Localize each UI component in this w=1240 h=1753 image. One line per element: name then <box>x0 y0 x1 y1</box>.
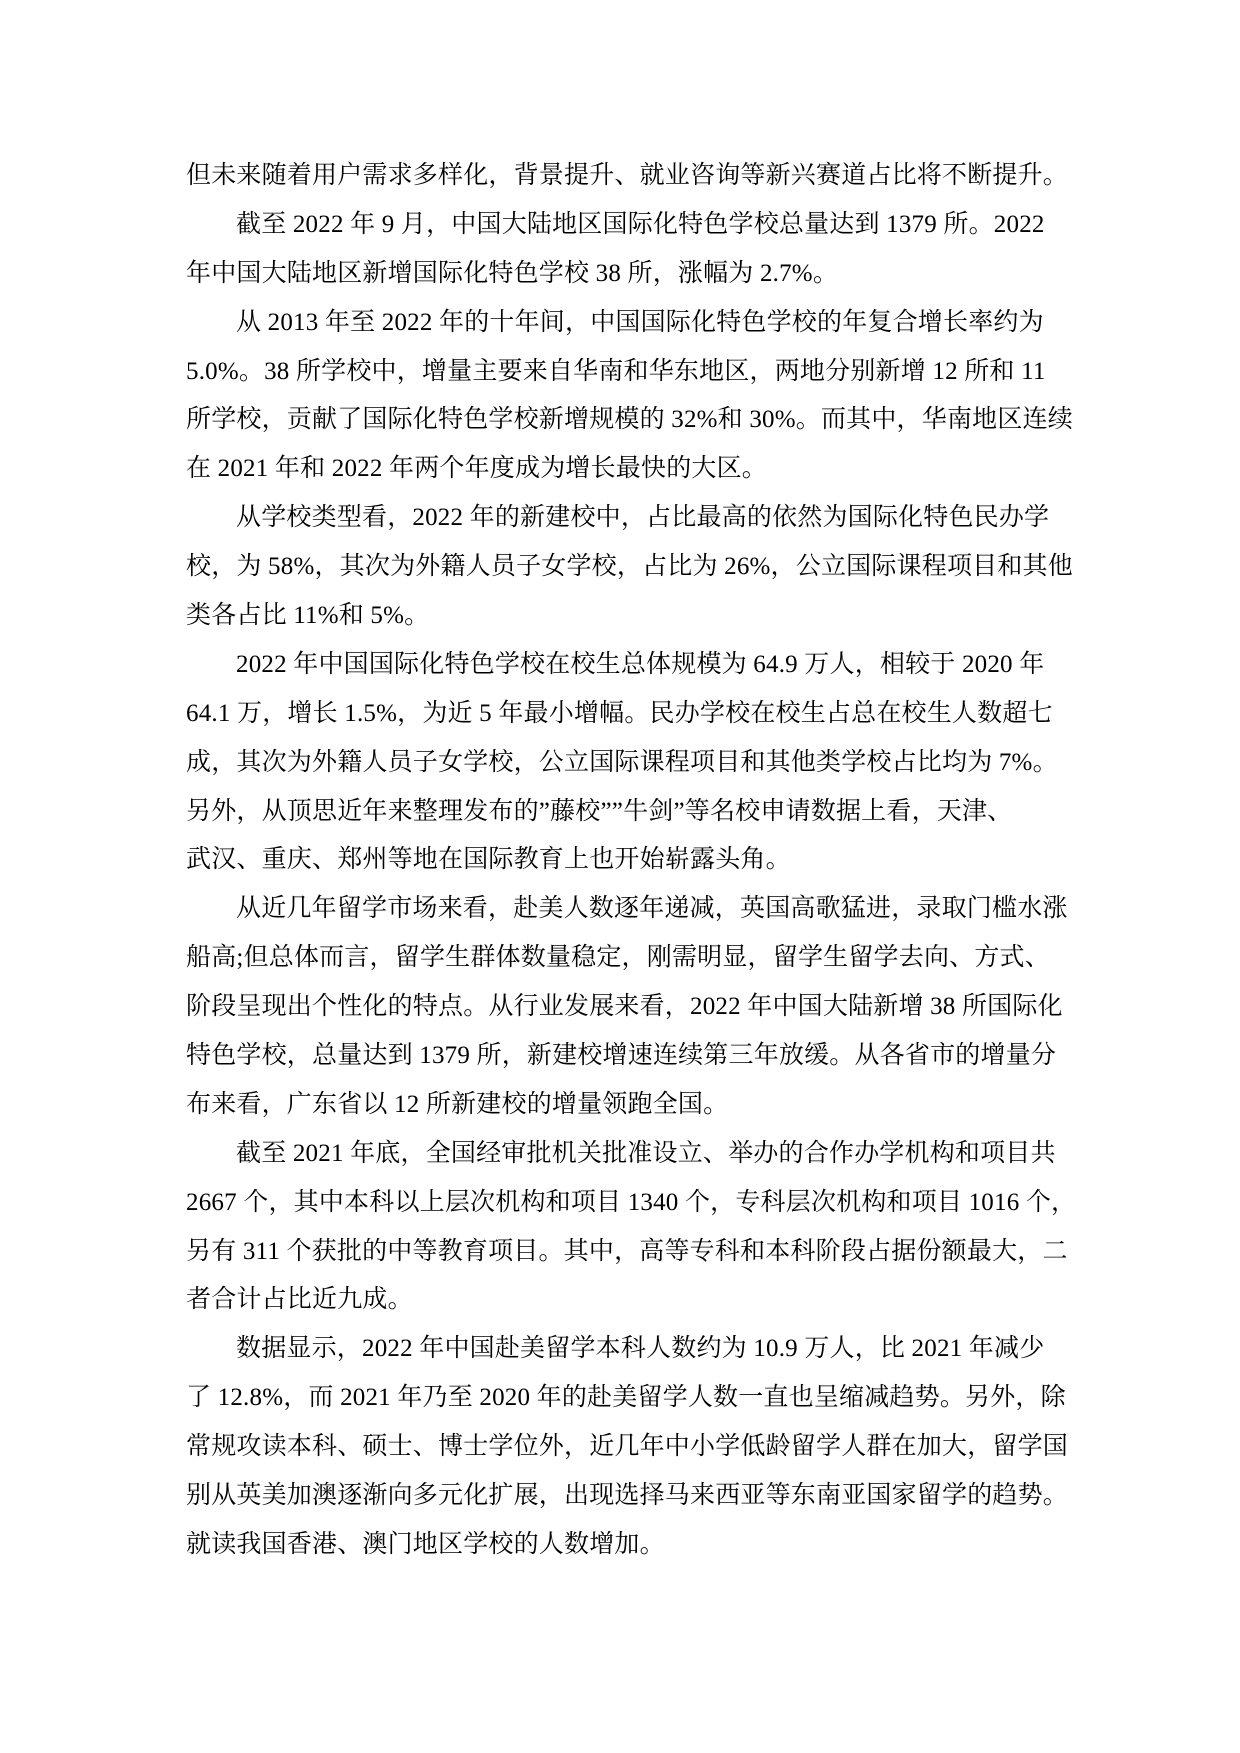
text-line: 年中国大陆地区新增国际化特色学校 38 所，涨幅为 2.7%。 <box>186 259 839 287</box>
text-line: 数据显示，2022 年中国赴美留学本科人数约为 10.9 万人，比 2021 年减少 <box>236 1335 1045 1363</box>
text-line: 布来看，广东省以 12 所新建校的增量领跑全国。 <box>186 1090 729 1118</box>
text-line: 2667 个，其中本科以上层次机构和项目 1340 个，专科层次机构和项目 1016 个， <box>186 1188 1077 1216</box>
text-line: 别从英美加澳逐渐向多元化扩展，出现选择马来西亚等东南亚国家留学的趋势。 <box>186 1482 1069 1510</box>
text-line: 常规攻读本科、硕士、博士学位外，近几年中小学低龄留学人群在加大，留学国 <box>186 1433 1069 1461</box>
text-line: 截至 2021 年底，全国经审批机关批准设立、举办的合作办学机构和项目共 <box>236 1139 1056 1167</box>
text-line: 阶段呈现出个性化的特点。从行业发展来看，2022 年中国大陆新增 38 所国际化 <box>186 993 1063 1021</box>
text-line: 截至 2022 年 9 月，中国大陆地区国际化特色学校总量达到 1379 所。2022 <box>236 210 1045 238</box>
text-line: 特色学校，总量达到 1379 所，新建校增速连续第三年放缓。从各省市的增量分 <box>186 1042 1057 1070</box>
text-line: 武汉、重庆、郑州等地在国际教育上也开始崭露头角。 <box>186 846 791 874</box>
text-line: 从学校类型看，2022 年的新建校中，占比最高的依然为国际化特色民办学 <box>236 504 1050 532</box>
text-line: 校，为 58%，其次为外籍人员子女学校，占比为 26%，公立国际课程项目和其他 <box>186 553 1073 581</box>
text-line: 另有 311 个获批的中等教育项目。其中，高等专科和本科阶段占据份额最大，二 <box>186 1237 1068 1265</box>
text-line: 在 2021 年和 2022 年两个年度成为增长最快的大区。 <box>186 455 768 483</box>
text-line: 但未来随着用户需求多样化，背景提升、就业咨询等新兴赛道占比将不断提升。 <box>186 162 1069 189</box>
text-line: 另外，从顶思近年来整理发布的”藤校””牛剑”等名校申请数据上看，天津、 <box>186 797 1013 825</box>
text-line: 了 12.8%，而 2021 年乃至 2020 年的赴美留学人数一直也呈缩减趋势。另外，除 <box>186 1384 1066 1412</box>
text-line: 从近几年留学市场来看，赴美人数逐年递减，英国高歌猛进，录取门槛水涨 <box>236 895 1068 923</box>
text-line: 就读我国香港、澳门地区学校的人数增加。 <box>186 1530 665 1558</box>
text-line: 5.0%。38 所学校中，增量主要来自华南和华东地区，两地分别新增 12 所和 11 <box>186 357 1046 385</box>
text-line: 从 2013 年至 2022 年的十年间，中国国际化特色学校的年复合增长率约为 <box>236 308 1044 336</box>
text-line: 所学校，贡献了国际化特色学校新增规模的 32%和 30%。而其中，华南地区连续 <box>186 406 1073 434</box>
text-line: 2022 年中国国际化特色学校在校生总体规模为 64.9 万人，相较于 2020 年 <box>236 650 1045 678</box>
text-line: 者合计占比近九成。 <box>186 1286 413 1314</box>
text-line: 船高;但总体而言，留学生群体数量稳定，刚需明显，留学生留学去向、方式、 <box>186 944 1050 972</box>
text-line: 64.1 万，增长 1.5%，为近 5 年最小增幅。民办学校在校生占总在校生人数超七 <box>186 699 1053 727</box>
text-line: 成，其次为外籍人员子女学校，公立国际课程项目和其他类学校占比均为 7%。 <box>186 748 1058 776</box>
text-block <box>186 152 1077 1570</box>
text-line: 类各占比 11%和 5%。 <box>186 602 430 630</box>
